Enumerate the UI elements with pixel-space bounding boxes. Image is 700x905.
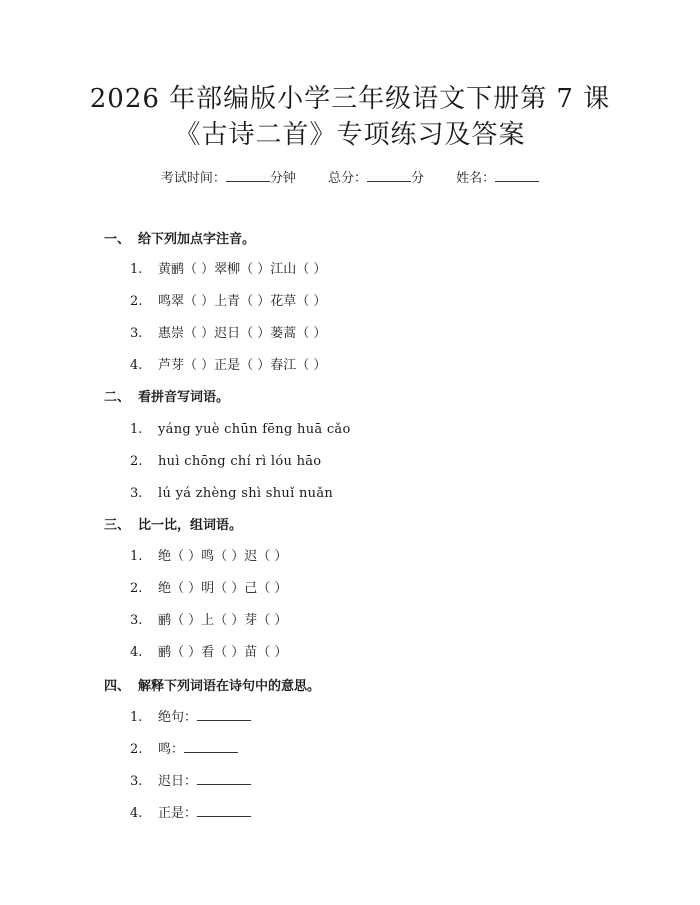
question-item (130, 707, 251, 728)
answer-blank[interactable] (197, 771, 251, 785)
question-item (130, 803, 251, 824)
section-heading (104, 388, 229, 408)
page-title-line2: 《古诗二首》专项练习及答案 (174, 120, 526, 150)
section-title: 比一比，组词语。 (138, 518, 243, 533)
question-item (130, 611, 287, 631)
question-number: 3. (130, 326, 143, 341)
section-title: 看拼音写词语。 (138, 390, 230, 405)
question-item (130, 547, 287, 567)
page-title-line1: 2026 年部编版小学三年级语文下册第 7 课 (89, 84, 611, 114)
question-item (130, 484, 333, 504)
section-number: 二、 (104, 390, 131, 405)
exam-time-field (161, 171, 300, 186)
answer-blank[interactable] (197, 803, 251, 817)
section-number: 三、 (104, 518, 131, 533)
question-item (130, 643, 287, 663)
total-score-field (328, 171, 428, 186)
total-score-label: 总分： (327, 171, 367, 186)
section-number: 一、 (104, 232, 131, 247)
question-number: 4. (130, 645, 143, 660)
question-item (130, 324, 326, 344)
question-item (130, 260, 326, 280)
question-number: 2. (130, 294, 143, 309)
question-text: 芦芽（ ）正是（ ）春江（ ） (158, 358, 327, 373)
exam-time-label: 考试时间： (160, 171, 226, 186)
question-number: 1. (130, 262, 143, 277)
section-heading (104, 677, 320, 697)
pinyin-text: yáng yuè chūn fēng huā cǎo (158, 422, 351, 437)
question-item (130, 452, 321, 472)
student-name-label: 姓名： (456, 171, 496, 186)
question-number: 3. (130, 613, 143, 628)
question-number: 1. (130, 710, 143, 725)
answer-blank[interactable] (197, 707, 251, 721)
question-text: 迟日： (158, 774, 198, 789)
question-number: 3. (130, 486, 143, 501)
question-item (130, 356, 326, 376)
section-heading (104, 516, 242, 536)
question-item (130, 771, 251, 792)
question-number: 3. (130, 774, 143, 789)
question-item (130, 739, 238, 760)
total-score-unit: 分 (411, 171, 425, 186)
question-item (130, 292, 326, 312)
question-item (130, 420, 351, 440)
question-number: 1. (130, 549, 143, 564)
total-score-blank[interactable] (367, 168, 411, 182)
question-text: 鸣翠（ ）上青（ ）花草（ ） (158, 294, 327, 309)
section-title: 给下列加点字注音。 (138, 232, 256, 247)
question-number: 1. (130, 422, 143, 437)
question-number: 2. (130, 742, 143, 757)
question-text: 绝（ ）明（ ）己（ ） (158, 581, 288, 596)
section-number: 四、 (104, 679, 131, 694)
student-name-blank[interactable] (495, 168, 539, 182)
question-text: 鸣： (158, 742, 185, 757)
question-number: 2. (130, 581, 143, 596)
pinyin-text: huì chōng chí rì lóu hāo (158, 454, 322, 469)
question-text: 正是： (158, 806, 198, 821)
question-number: 2. (130, 454, 143, 469)
exam-time-blank[interactable] (226, 168, 270, 182)
question-text: 惠崇（ ）迟日（ ）蒌蒿（ ） (158, 326, 327, 341)
question-item (130, 579, 287, 599)
section-heading (104, 230, 255, 250)
exam-time-unit: 分钟 (269, 171, 296, 186)
answer-blank[interactable] (184, 739, 238, 753)
question-text: 绝（ ）鸣（ ）迟（ ） (158, 549, 288, 564)
student-name-field (456, 171, 539, 186)
question-text: 鹂（ ）上（ ）芽（ ） (158, 613, 288, 628)
question-number: 4. (130, 806, 143, 821)
pinyin-text: lú yá zhèng shì shuǐ nuǎn (158, 486, 334, 501)
question-text: 绝句： (158, 710, 198, 725)
exam-info-row (0, 168, 700, 189)
question-text: 黄鹂（ ）翠柳（ ）江山（ ） (158, 262, 327, 277)
question-text: 鹂（ ）看（ ）苗（ ） (158, 645, 288, 660)
section-title: 解释下列词语在诗句中的意思。 (138, 679, 321, 694)
question-number: 4. (130, 358, 143, 373)
